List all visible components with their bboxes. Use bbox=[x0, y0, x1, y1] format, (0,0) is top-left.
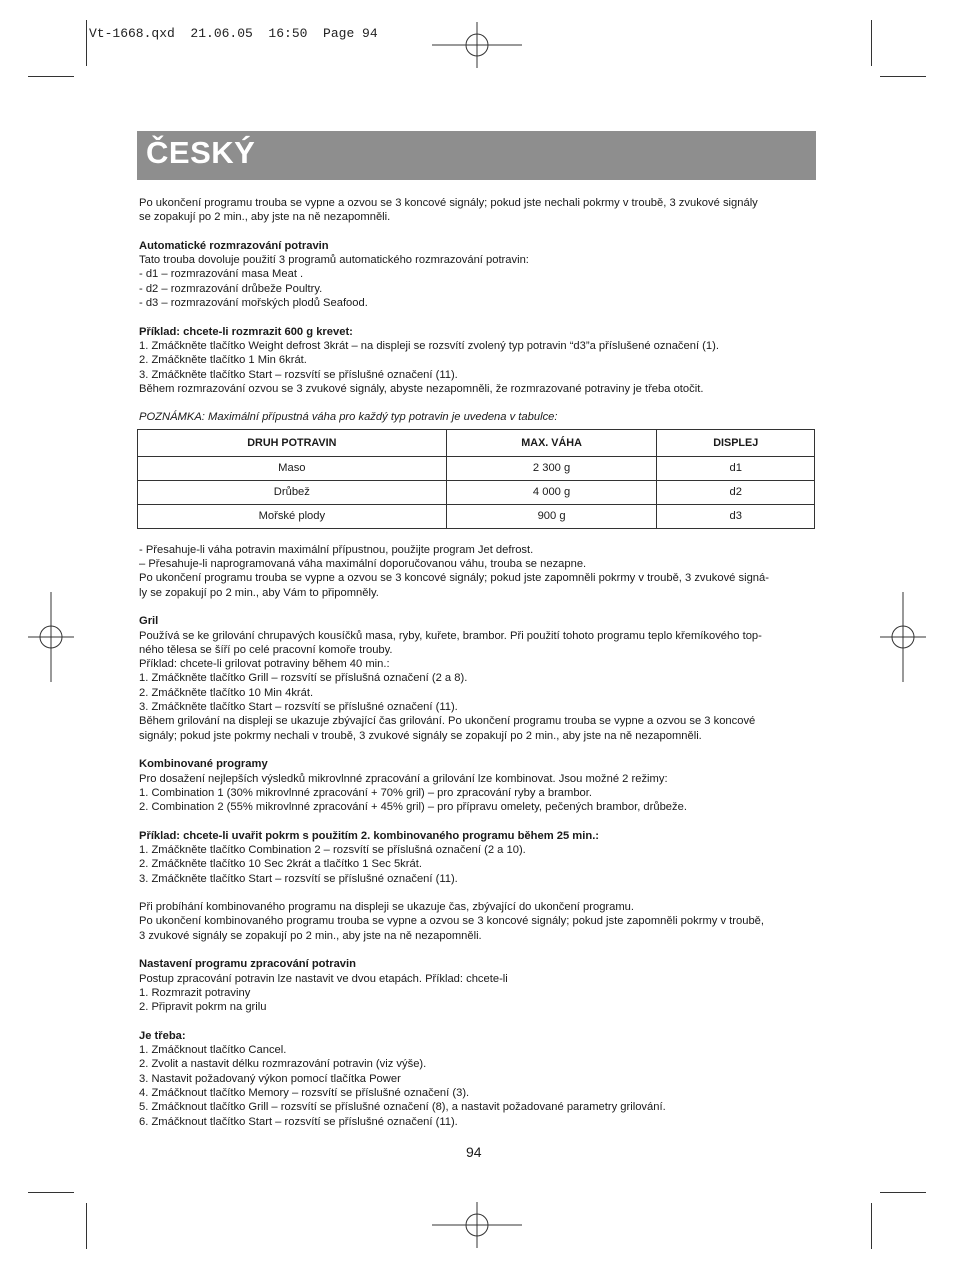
text-line: ly se zopakují po 2 min., aby Vám to připomněly. bbox=[139, 586, 379, 599]
crop-mark bbox=[86, 20, 87, 66]
text-line: 3. Zmáčkněte tlačítko Start – rozsvítí se příslušné označení (11). bbox=[139, 701, 458, 714]
print-slug: Vt-1668.qxd 21.06.05 16:50 Page 94 bbox=[89, 26, 378, 41]
text-line: 2. Combination 2 (55% mikrovlnné zpracování + 45% gril) – pro přípravu omelety, pečených brambor, drůbeže. bbox=[139, 801, 687, 814]
text-line: 4. Zmáčknout tlačítko Memory – rozsvítí se příslušné označení (3). bbox=[139, 1087, 470, 1100]
table-row bbox=[138, 456, 815, 480]
table-row bbox=[138, 480, 815, 504]
text-line: 1. Rozmrazit potraviny bbox=[139, 986, 251, 999]
crop-mark bbox=[86, 1203, 87, 1249]
table-header-row bbox=[138, 429, 815, 456]
table-cell: d3 bbox=[657, 504, 815, 528]
weight-table bbox=[137, 429, 815, 529]
registration-mark-right bbox=[878, 590, 928, 684]
text-line: Pro dosažení nejlepších výsledků mikrovlnné zpracování a grilování lze kombinovat. Jsou možné 2 režimy: bbox=[139, 772, 668, 785]
text-line: - d1 – rozmrazování masa Meat . bbox=[139, 268, 304, 281]
text-line: 1. Zmáčkněte tlačítko Grill – rozsvítí se příslušná označení (2 a 8). bbox=[139, 672, 468, 685]
table-cell: 900 g bbox=[446, 504, 657, 528]
text-line: 3. Zmáčkněte tlačítko Start – rozsvítí se příslušné označení (11). bbox=[139, 872, 458, 885]
registration-mark-bottom bbox=[430, 1200, 524, 1250]
column-header: DISPLEJ bbox=[657, 429, 815, 456]
section-heading: Je třeba: bbox=[139, 1029, 186, 1042]
registration-mark-left bbox=[26, 590, 76, 684]
table-cell: 2 300 g bbox=[446, 456, 657, 480]
text-line: - Přesahuje-li váha potravin maximální přípustnou, použijte program Jet defrost. bbox=[139, 543, 534, 556]
text-line: 2. Zmáčkněte tlačítko 10 Min 4krát. bbox=[139, 686, 314, 699]
text-line: - d2 – rozmrazování drůbeže Poultry. bbox=[139, 282, 323, 295]
text-line: Tato trouba dovoluje použití 3 programů automatického rozmrazování potravin: bbox=[139, 254, 529, 267]
table-row bbox=[138, 504, 815, 528]
text-line: Po ukončení kombinovaného programu trouba se vypne a ozvou se 3 koncové signály; pokud jste zapomněli pokrmy v troubě, bbox=[139, 915, 764, 928]
text-line: – Přesahuje-li naprogramovaná váha maximální doporučovanou váhu, trouba se nezapne. bbox=[139, 558, 587, 571]
section-heading: Nastavení programu zpracování potravin bbox=[139, 958, 356, 971]
text-line: 2. Zmáčkněte tlačítko 10 Sec 2krát a tlačítko 1 Sec 5krát. bbox=[139, 858, 422, 871]
page-title: ČESKÝ bbox=[146, 135, 256, 170]
document-body bbox=[139, 196, 819, 1129]
text-line: Po ukončení programu trouba se vypne a ozvou se 3 koncové signály; pokud jste nechali pokrmy v troubě, 3 zvukové signály bbox=[139, 197, 758, 209]
text-line: ného tělesa se šíří po celé pracovní komoře trouby. bbox=[139, 643, 393, 656]
text-line: 2. Zmáčkněte tlačítko 1 Min 6krát. bbox=[139, 354, 307, 367]
text-line: 1. Zmáčkněte tlačítko Weight defrost 3krát – na displeji se rozsvítí zvolený typ potravin “d3”a příslušené označení (1). bbox=[139, 339, 719, 352]
text-line: - d3 – rozmrazování mořských plodů Seafood. bbox=[139, 297, 368, 310]
crop-mark bbox=[28, 1192, 74, 1193]
text-line: Během grilování na displeji se ukazuje zbývající čas grilování. Po ukončení programu trouba se vypne a ozvou se 3 koncové bbox=[139, 715, 756, 728]
crop-mark bbox=[871, 20, 872, 66]
text-line: 6. Zmáčknout tlačítko Start – rozsvítí se příslušné označení (11). bbox=[139, 1115, 458, 1128]
page-number: 94 bbox=[466, 1144, 482, 1160]
text-line: 3. Zmáčkněte tlačítko Start – rozsvítí se příslušné označení (11). bbox=[139, 368, 458, 381]
text-line: 5. Zmáčknout tlačítko Grill – rozsvítí se příslušné označení (8), a nastavit požadované parametry grilování. bbox=[139, 1101, 666, 1114]
text-line: Používá se ke grilování chrupavých kousíčků masa, ryby, kuřete, brambor. Při použití tohoto programu teplo křemíkového top- bbox=[139, 629, 762, 642]
note: POZNÁMKA: Maximální přípustná váha pro každý typ potravin je uvedena v tabulce: bbox=[139, 411, 558, 424]
table-cell: Drůbež bbox=[138, 480, 447, 504]
column-header: MAX. VÁHA bbox=[446, 429, 657, 456]
column-header: DRUH POTRAVIN bbox=[138, 429, 447, 456]
text-line: 3 zvukové signály se zopakují po 2 min., aby jste na ně nezapomněli. bbox=[139, 929, 482, 942]
table-cell: d1 bbox=[657, 456, 815, 480]
table-cell: Mořské plody bbox=[138, 504, 447, 528]
text-line: 1. Zmáčknout tlačítko Cancel. bbox=[139, 1044, 287, 1057]
text-line: 1. Zmáčkněte tlačítko Combination 2 – rozsvítí se příslušná označení (2 a 10). bbox=[139, 843, 526, 856]
section-heading: Příklad: chcete-li uvařit pokrm s použitím 2. kombinovaného programu během 25 min.: bbox=[139, 829, 600, 842]
crop-mark bbox=[880, 1192, 926, 1193]
text-line: signály; pokud jste pokrmy nechali v troubě, 3 zvukové signály se zopakují po 2 min., aby jste na ně nezapomněli. bbox=[139, 729, 702, 742]
text-line: Během rozmrazování ozvou se 3 zvukové signály, abyste nezapomněli, že rozmrazované potraviny je třeba otočit. bbox=[139, 382, 704, 395]
crop-mark bbox=[871, 1203, 872, 1249]
section-heading: Automatické rozmrazování potravin bbox=[139, 239, 329, 252]
language-banner bbox=[137, 131, 816, 180]
text-line: Při probíhání kombinovaného programu na displeji se ukazuje čas, zbývající do ukončení programu. bbox=[139, 901, 635, 914]
registration-mark-top bbox=[430, 20, 524, 70]
text-line: Postup zpracování potravin lze nastavit ve dvou etapách. Příklad: chcete-li bbox=[139, 972, 508, 985]
text-line: 1. Combination 1 (30% mikrovlnné zpracování + 70% gril) – pro zpracování ryby a brambor. bbox=[139, 786, 593, 799]
text-line: Po ukončení programu trouba se vypne a ozvou se 3 koncové signály; pokud jste zapomněli pokrmy v troubě, 3 zvukové signá- bbox=[139, 572, 769, 585]
text-line: se zopakují po 2 min., aby jste na ně nezapomněli. bbox=[139, 211, 391, 224]
table-cell: d2 bbox=[657, 480, 815, 504]
text-line: Příklad: chcete-li grilovat potraviny během 40 min.: bbox=[139, 658, 390, 671]
text-line: 3. Nastavit požadovaný výkon pomocí tlačítka Power bbox=[139, 1072, 401, 1085]
section-heading: Kombinované programy bbox=[139, 758, 268, 771]
text-line: 2. Připravit pokrm na grilu bbox=[139, 1001, 267, 1014]
crop-mark bbox=[880, 76, 926, 77]
text-line: 2. Zvolit a nastavit délku rozmrazování potravin (viz výše). bbox=[139, 1058, 427, 1071]
section-heading: Gril bbox=[139, 615, 159, 628]
crop-mark bbox=[28, 76, 74, 77]
section-heading: Příklad: chcete-li rozmrazit 600 g krevet: bbox=[139, 325, 353, 338]
table-cell: Maso bbox=[138, 456, 447, 480]
table-cell: 4 000 g bbox=[446, 480, 657, 504]
